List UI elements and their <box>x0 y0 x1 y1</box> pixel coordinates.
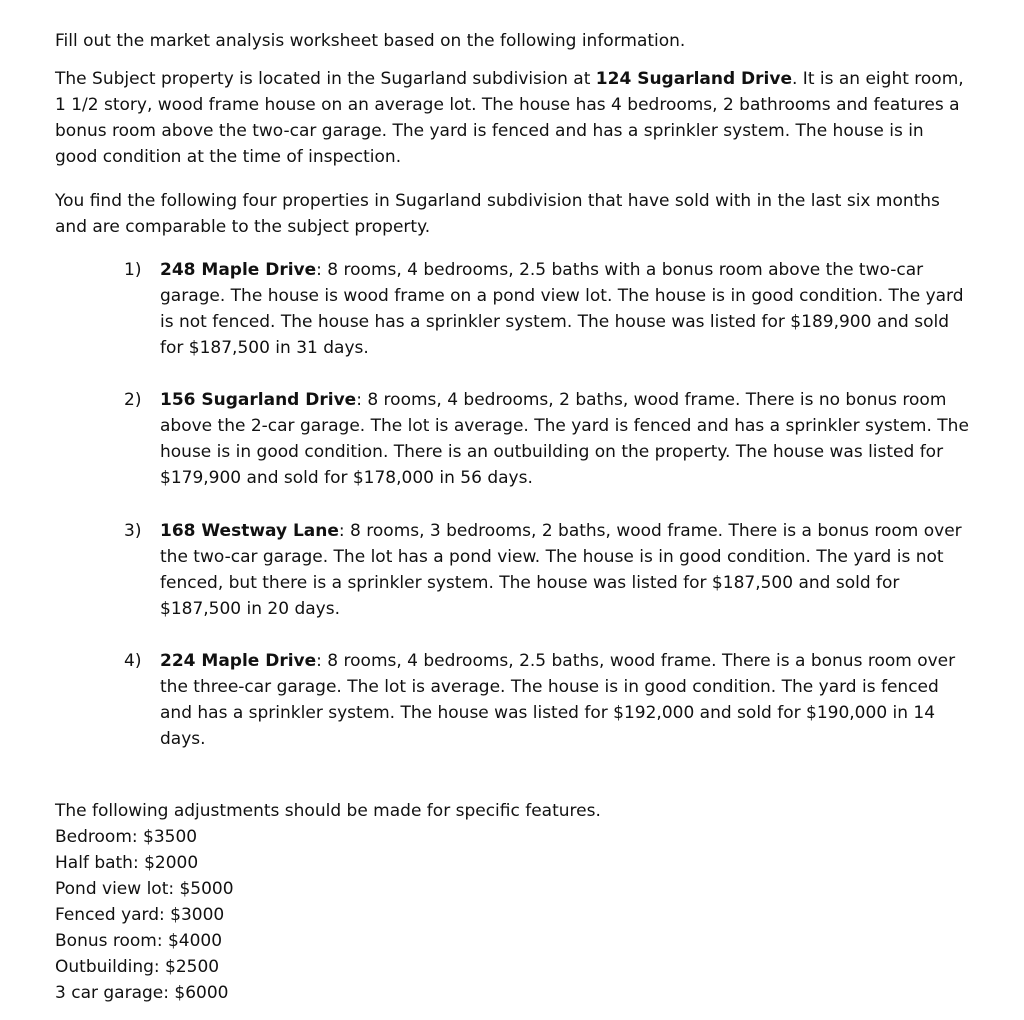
adjustments-heading: The following adjustments should be made for specific features. <box>55 801 601 821</box>
comparable-number: 3) <box>124 521 142 541</box>
adjustment-item: Bonus room: $4000 <box>55 931 223 951</box>
comparable-text <box>160 648 970 752</box>
adjustment-item: Fenced yard: $3000 <box>55 905 225 925</box>
comparable-number: 1) <box>124 260 142 280</box>
adjustment-item: 3 car garage: $6000 <box>55 983 229 1003</box>
adjustment-item: Outbuilding: $2500 <box>55 957 220 977</box>
subject-text-before: The Subject property is located in the Sugarland subdivision at <box>55 69 596 89</box>
comparable-number: 2) <box>124 390 142 410</box>
subject-address: 124 Sugarland Drive <box>595 69 792 89</box>
comparable-number: 4) <box>124 651 142 671</box>
adjustment-item: Pond view lot: $5000 <box>55 879 234 899</box>
comparable-address: 168 Westway Lane <box>160 521 339 541</box>
comparable-text <box>160 518 970 622</box>
comparable-description: : 8 rooms, 4 bedrooms, 2.5 baths, wood frame. There is a bonus room over the three-car garage. The lot is average. The house is in good condition. The yard is fenced and has a sprinkler system. The house was listed for $192,000 and sold for $190,000 in 14 days. <box>160 651 956 749</box>
comparable-address: 156 Sugarland Drive <box>160 390 357 410</box>
comparable-address: 248 Maple Drive <box>160 260 317 280</box>
adjustment-item: Half bath: $2000 <box>55 853 199 873</box>
subject-property-paragraph <box>55 66 970 170</box>
instruction-text: Fill out the market analysis worksheet based on the following information. <box>55 31 686 51</box>
comparable-description: : 8 rooms, 4 bedrooms, 2.5 baths with a bonus room above the two-car garage. The house is wood frame on a pond view lot. The house is in good condition. The yard is not fenced. The house has a sprinkler system. The house was listed for $189,900 and sold for $187,500 in 31 days. <box>160 260 964 358</box>
comparable-description: : 8 rooms, 4 bedrooms, 2 baths, wood frame. There is no bonus room above the 2-car garage. The lot is average. The yard is fenced and has a sprinkler system. The house is in good condition. There is an outbuilding on the property. The house was listed for $179,900 and sold for $178,000 in 56 days. <box>160 390 969 488</box>
subject-text-after: . It is an eight room, 1 1/2 story, wood frame house on an average lot. The house has 4 bedrooms, 2 bathrooms and features a bonus room above the two-car garage. The yard is fenced and has a sprinkler system. The house is in good condition at the time of inspection. <box>55 69 964 167</box>
adjustment-item: Bedroom: $3500 <box>55 827 198 847</box>
comparables-intro: You find the following four properties in Sugarland subdivision that have sold with in the last six months and are comparable to the subject property. <box>55 191 940 237</box>
comparable-description: : 8 rooms, 3 bedrooms, 2 baths, wood frame. There is a bonus room over the two-car garage. The lot has a pond view. The house is in good condition. The yard is not fenced, but there is a sprinkler system. The house was listed for $187,500 and sold for $187,500 in 20 days. <box>160 521 962 619</box>
adjustments-section <box>55 798 755 1006</box>
comparable-text <box>160 257 970 361</box>
comparable-address: 224 Maple Drive <box>160 651 317 671</box>
comparable-text <box>160 387 970 491</box>
